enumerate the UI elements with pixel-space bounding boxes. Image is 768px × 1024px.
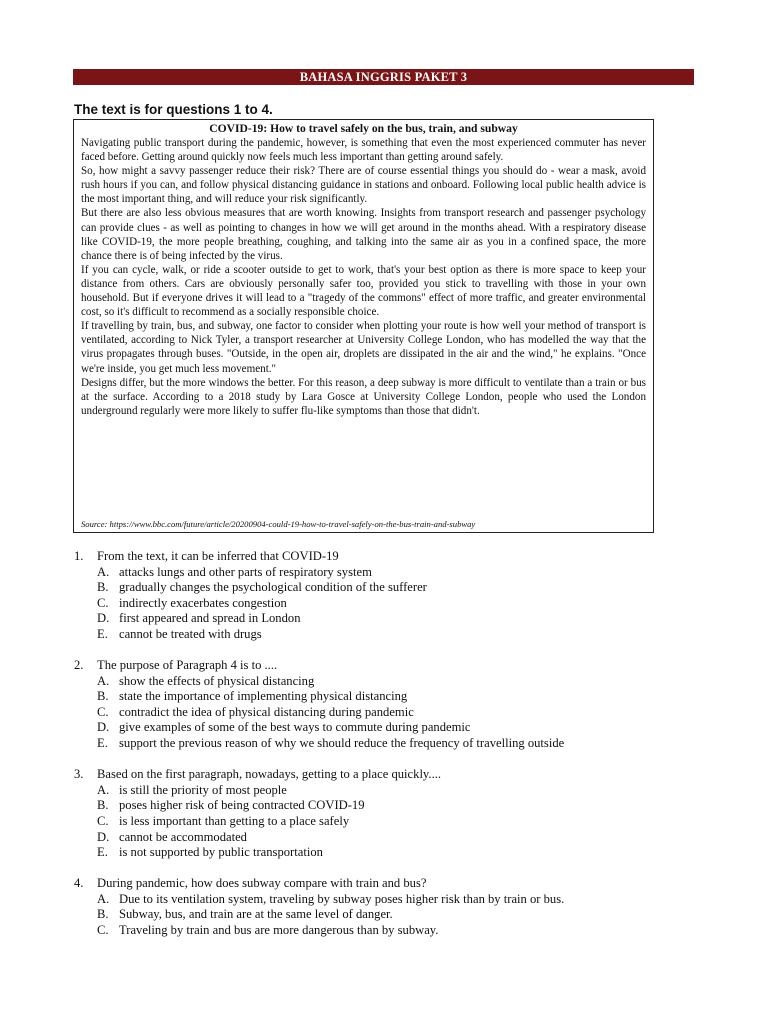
answer-option[interactable]: [74, 845, 694, 861]
option-letter: E.: [97, 626, 108, 641]
option-text: indirectly exacerbates congestion: [119, 595, 287, 610]
answer-option[interactable]: [74, 720, 694, 736]
option-text: contradict the idea of physical distancing during pandemic: [119, 704, 414, 719]
option-letter: A.: [97, 673, 110, 688]
option-letter: B.: [97, 580, 109, 595]
question-3: [74, 767, 694, 861]
passage-paragraph-1: Navigating public transport during the pandemic, however, is something that even the most experienced commuter has never faced before. Getting around quickly now feels much less important than getting around safely.: [81, 137, 646, 164]
option-letter: E.: [97, 736, 108, 751]
answer-option[interactable]: [74, 783, 694, 799]
passage-source: Source: https://www.bbc.com/future/article/20200904-could-19-how-to-travel-safely-on-the-bus-train-and-subway: [81, 519, 476, 529]
question-number: 3.: [74, 767, 84, 782]
option-text: is less important than getting to a place safely: [119, 813, 350, 828]
question-number: 4.: [74, 876, 84, 891]
question-4: [74, 876, 694, 938]
answer-option[interactable]: [74, 580, 694, 596]
intro-instruction: The text is for questions 1 to 4.: [74, 102, 273, 117]
answer-option[interactable]: [74, 907, 694, 923]
option-text: poses higher risk of being contracted COVID-19: [119, 798, 365, 813]
option-text: first appeared and spread in London: [119, 611, 301, 626]
answer-option[interactable]: [74, 611, 694, 627]
passage-paragraph-3: But there are also less obvious measures that are worth knowing. Insights from transport research and passenger psychology can provide clues - as well as pointing to changes in how we will get around in the months ahead. With a respiratory disease like COVID-19, the more people breathing, coughing, and talking into the same air as you in a confined space, the more chance there is of being infected by the virus.: [81, 207, 646, 262]
passage-paragraph-6: Designs differ, but the more windows the better. For this reason, a deep subway is more difficult to ventilate than a train or bus at the surface. According to a 2018 study by Lara Gosce at University College London, people who used the London underground regularly were more likely to suffer flu-like symptoms than those that didn't.: [81, 376, 646, 417]
passage-paragraph-5: If travelling by train, bus, and subway, one factor to consider when plotting your route is how well your method of transport is ventilated, according to Nick Tyler, a transport researcher at University College London, who has modelled the way that the virus propagates through buses. "Outside, in the open air, droplets are dissipated in the air and the wind," he explains. "Once we're inside, you get much less movement.": [81, 320, 646, 375]
option-letter: B.: [97, 798, 109, 813]
option-text: state the importance of implementing physical distancing: [119, 689, 408, 704]
answer-option[interactable]: [74, 565, 694, 581]
option-letter: D.: [97, 720, 110, 735]
option-text: Due to its ventilation system, traveling by subway poses higher risk than by train or bus.: [119, 891, 565, 906]
option-letter: B.: [97, 689, 109, 704]
answer-option[interactable]: [74, 923, 694, 939]
option-letter: C.: [97, 704, 109, 719]
answer-option[interactable]: [74, 627, 694, 643]
question-text: The purpose of Paragraph 4 is to ....: [97, 658, 278, 673]
answer-option[interactable]: [74, 798, 694, 814]
question-number: 2.: [74, 658, 84, 673]
question-text: Based on the first paragraph, nowadays, getting to a place quickly....: [97, 767, 442, 782]
option-text: Subway, bus, and train are at the same level of danger.: [119, 907, 393, 922]
reading-passage-box: [73, 119, 654, 533]
option-text: give examples of some of the best ways to commute during pandemic: [119, 720, 471, 735]
answer-option[interactable]: [74, 674, 694, 690]
passage-paragraph-2: So, how might a savvy passenger reduce their risk? There are of course essential things you should do - wear a mask, avoid rush hours if you can, and follow physical distancing guidance in stations and onboard. Following local public health advice is the most important thing, and will reduce your risk significantly.: [81, 165, 646, 206]
option-text: attacks lungs and other parts of respiratory system: [119, 564, 372, 579]
question-list: [74, 549, 694, 954]
option-text: support the previous reason of why we should reduce the frequency of travelling outside: [119, 736, 565, 751]
answer-option[interactable]: [74, 736, 694, 752]
option-letter: C.: [97, 813, 109, 828]
option-letter: A.: [97, 564, 110, 579]
answer-option[interactable]: [74, 705, 694, 721]
answer-option[interactable]: [74, 892, 694, 908]
option-letter: C.: [97, 922, 109, 937]
option-text: is not supported by public transportation: [119, 845, 323, 860]
answer-option[interactable]: [74, 830, 694, 846]
option-letter: B.: [97, 907, 109, 922]
question-2: [74, 658, 694, 752]
option-text: gradually changes the psychological condition of the sufferer: [119, 580, 427, 595]
question-number: 1.: [74, 549, 84, 563]
section-banner: BAHASA INGGRIS PAKET 3: [73, 69, 694, 85]
option-letter: A.: [97, 891, 110, 906]
question-1: [74, 549, 694, 643]
answer-option[interactable]: [74, 689, 694, 705]
option-text: is still the priority of most people: [119, 782, 287, 797]
option-text: Traveling by train and bus are more dangerous than by subway.: [119, 922, 439, 937]
question-text: During pandemic, how does subway compare with train and bus?: [97, 876, 427, 891]
question-text: From the text, it can be inferred that COVID-19: [97, 549, 339, 563]
answer-option[interactable]: [74, 596, 694, 612]
option-letter: D.: [97, 611, 110, 626]
option-text: cannot be accommodated: [119, 829, 247, 844]
option-letter: D.: [97, 829, 110, 844]
option-text: cannot be treated with drugs: [119, 626, 262, 641]
option-text: show the effects of physical distancing: [119, 673, 315, 688]
option-letter: C.: [97, 595, 109, 610]
passage-paragraph-4: If you can cycle, walk, or ride a scooter outside to get to work, that's your best option as there is more space to keep your distance from others. Cars are obviously personally safer too, provided you stick to travelling with those in your own household. But if everyone drives it will lead to a "tragedy of the commons" effect of more traffic, and greater environmental cost, so it's difficult to recommend as a socially responsible choice.: [81, 263, 646, 319]
passage-title: COVID-19: How to travel safely on the bus, train, and subway: [209, 122, 518, 135]
answer-option[interactable]: [74, 814, 694, 830]
option-letter: E.: [97, 845, 108, 860]
option-letter: A.: [97, 782, 110, 797]
